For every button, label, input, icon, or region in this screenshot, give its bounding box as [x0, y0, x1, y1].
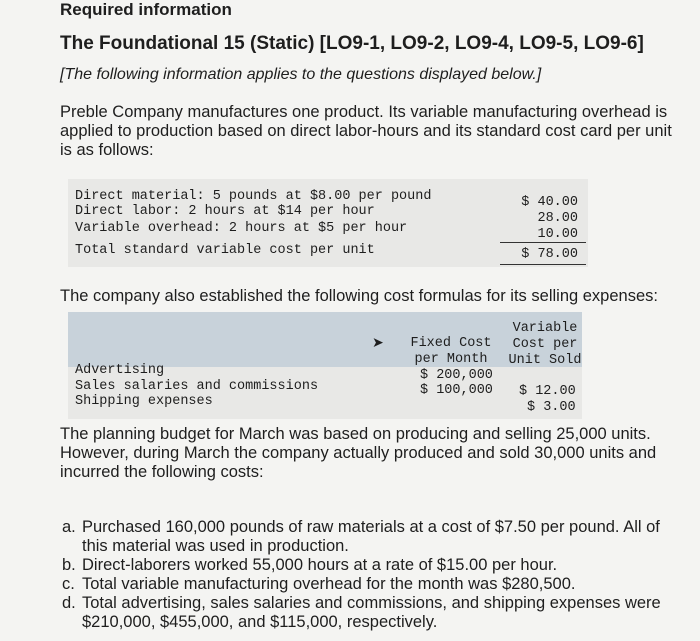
cost-row-label: Variable overhead: 2 hours at $5 per hour — [75, 221, 408, 236]
total-underline — [500, 264, 586, 265]
list-item: d. Total advertising, sales salaries and commissions, and shipping expenses were $210,000, $455,000, and $115,000, respectively. — [62, 594, 661, 631]
required-information-heading: Required information — [60, 0, 232, 19]
cost-row-amount: 10.00 — [537, 227, 578, 242]
budget-paragraph: The planning budget for March was based on producing and selling 25,000 units. However, during March the company actually produced and sold 30,000 units and incurred the following costs: — [60, 425, 657, 481]
selling-fixed-value: $ 200,000 — [420, 368, 493, 383]
selling-variable-value: $ 3.00 — [527, 400, 576, 415]
mouse-cursor-icon: ➤ — [372, 334, 384, 350]
list-item: a. Purchased 160,000 pounds of raw materials at a cost of $7.50 per pound. All of this material was used in production. — [62, 518, 660, 555]
list-item: c. Total variable manufacturing overhead for the month was $280,500. — [62, 575, 576, 593]
cost-row-label: Direct material: 5 pounds at $8.00 per pound — [75, 189, 432, 204]
total-cost-amount: $ 78.00 — [521, 247, 578, 262]
col-header-variable: Variable Cost per Unit Sold — [508, 321, 582, 368]
total-cost-label: Total standard variable cost per unit — [75, 243, 375, 258]
cost-row-label: Direct labor: 2 hours at $14 per hour — [75, 204, 375, 219]
selling-intro: The company also established the following cost formulas for its selling expenses: — [60, 287, 658, 305]
selling-row-label: Shipping expenses — [75, 394, 213, 409]
subtotal-rule — [500, 242, 586, 243]
selling-row-label: Sales salaries and commissions — [75, 379, 319, 394]
info-note: [The following information applies to the questions displayed below.] — [60, 66, 542, 83]
cost-row-amount: 28.00 — [537, 211, 578, 226]
selling-variable-value: $ 12.00 — [519, 384, 576, 399]
selling-fixed-value: $ 100,000 — [420, 383, 493, 398]
col-header-fixed: Fixed Cost per Month — [410, 336, 492, 367]
actual-costs-list — [62, 518, 682, 632]
problem-title: The Foundational 15 (Static) [LO9-1, LO9-2, LO9-4, LO9-5, LO9-6] — [60, 33, 644, 54]
selling-row-label: Advertising — [75, 363, 165, 378]
cost-row-amount: $ 40.00 — [521, 195, 578, 210]
list-item: b. Direct-laborers worked 55,000 hours at a rate of $15.00 per hour. — [62, 556, 558, 574]
intro-paragraph: Preble Company manufactures one product. Its variable manufacturing overhead is applied to production based on direct labor-hours and its standard cost card per unit is as follows: — [60, 103, 672, 159]
